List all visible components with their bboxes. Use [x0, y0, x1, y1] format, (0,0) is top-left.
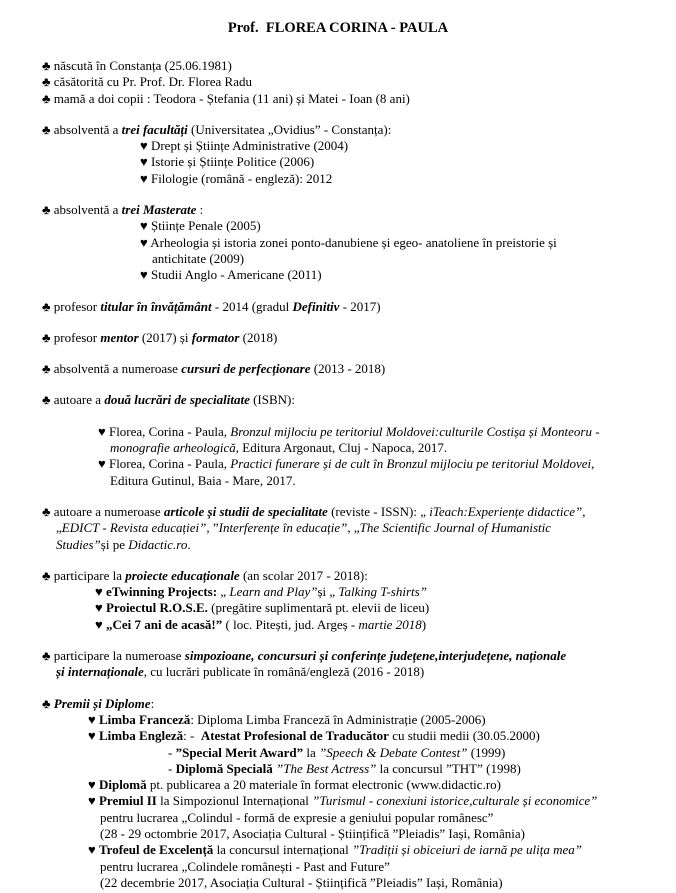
text-segment: Limba Engleză: [98, 728, 184, 744]
document-line: [0, 696, 676, 712]
text-segment: Bronzul mijlociu pe teritoriul Moldovei:culturile Costișa și Monteoru -: [230, 423, 600, 439]
page-title: Prof. FLOREA CORINA - PAULA: [227, 20, 449, 36]
document-line: [0, 875, 676, 891]
text-segment: (pregătire suplimentară pt. elevii de liceu): [207, 600, 430, 616]
text-segment: și „: [317, 584, 339, 600]
club-bullet-icon: ♣: [42, 392, 54, 408]
document-line: [0, 664, 676, 680]
text-segment: Diplomă: [98, 777, 147, 793]
text-segment: Filologie (română - engleză): 2012: [150, 170, 333, 186]
text-segment: Talking T-shirts”: [338, 584, 427, 600]
text-segment: ”Tradiții și obiceiuri de iarnă pe ulița mea”: [351, 842, 582, 858]
document-line: [0, 617, 676, 633]
text-segment: EDICT - Revista educației”: [61, 520, 207, 536]
text-segment: eTwinning Projects:: [105, 584, 218, 600]
club-bullet-icon: ♣: [42, 90, 54, 106]
club-bullet-icon: ♣: [42, 503, 54, 519]
text-segment: ”Special Merit Award”: [175, 744, 304, 760]
text-segment: - 2014 (gradul: [211, 298, 293, 314]
text-segment: „: [56, 520, 62, 536]
text-segment: pentru lucrarea „Colindul - formă de expresie a geniului popular românesc”: [100, 809, 494, 825]
text-segment: Premii și Diplome: [53, 695, 151, 711]
text-segment: Istorie și Științe Politice (2006): [150, 154, 315, 170]
document-line: [0, 745, 676, 761]
document-line: [0, 520, 676, 536]
text-segment: trei Masterate: [121, 202, 197, 218]
club-bullet-icon: ♣: [42, 329, 54, 345]
heart-bullet-icon: ♥: [95, 584, 106, 600]
text-segment: Florea, Corina - Paula,: [108, 423, 231, 439]
document-line: [0, 361, 676, 377]
text-segment: Studii Anglo - Americane (2011): [150, 267, 322, 283]
text-segment: -: [168, 744, 176, 760]
text-segment: (an scolar 2017 - 2018):: [239, 567, 368, 583]
document-line: [0, 473, 676, 489]
text-segment: Științe Penale (2005): [150, 218, 261, 234]
text-segment: la concursul internațional: [213, 842, 352, 858]
document-line: [0, 761, 676, 777]
text-segment: : -: [183, 728, 201, 744]
text-segment: ”The Best Actress”: [276, 760, 377, 776]
text-segment: , ”: [206, 520, 219, 536]
text-segment: :: [150, 695, 155, 711]
text-segment: : Diploma Limba Franceză în Administrație (2005-2006): [190, 711, 486, 727]
document-line: [0, 842, 676, 858]
text-segment: Editura Gutinul, Baia - Mare, 2017.: [110, 472, 296, 488]
text-segment: Definitiv: [292, 298, 340, 314]
document-line: [0, 299, 676, 315]
document-line: [0, 171, 676, 187]
text-segment: și pe: [100, 536, 129, 552]
heart-bullet-icon: ♥: [88, 728, 99, 744]
text-segment: -: [168, 760, 176, 776]
text-segment: mentor: [100, 329, 139, 345]
text-segment: (1999): [467, 744, 506, 760]
text-segment: (2013 - 2018): [310, 361, 386, 377]
text-segment: articole și studii de specialitate: [163, 503, 328, 519]
text-segment: pentru lucrarea „Colindele românești - Past and Future”: [100, 858, 390, 874]
text-segment: (reviste - ISSN): „: [327, 503, 430, 519]
document-line: [0, 648, 676, 664]
heart-bullet-icon: ♥: [88, 793, 99, 809]
heart-bullet-icon: ♥: [95, 600, 106, 616]
document-line: [0, 568, 676, 584]
document-line: [0, 392, 676, 408]
document-line: [0, 859, 676, 875]
text-segment: iTeach:Experiențe didactice”: [429, 503, 583, 519]
text-segment: titular în învățământ: [100, 298, 212, 314]
text-segment: profesor: [53, 329, 101, 345]
heart-bullet-icon: ♥: [88, 777, 99, 793]
club-bullet-icon: ♣: [42, 202, 54, 218]
document-line: [0, 584, 676, 600]
text-segment: căsătorită cu Pr. Prof. Dr. Florea Radu: [53, 74, 252, 90]
text-segment: cursuri de perfecționare: [181, 361, 311, 377]
document-line: [0, 712, 676, 728]
text-segment: (Universitatea „Ovidius” - Constanța):: [187, 121, 392, 137]
document-line: [0, 728, 676, 744]
text-segment: mamă a doi copii : Teodora - Ștefania (11 ani) și Matei - Ioan (8 ani): [53, 90, 410, 106]
text-segment: Premiul II: [98, 793, 157, 809]
document-line: [0, 251, 676, 267]
document-line: [0, 440, 676, 456]
text-segment: Atestat Profesional de Traducător: [200, 728, 389, 744]
text-segment: ,: [582, 503, 586, 519]
text-segment: cu studii medii (30.05.2000): [388, 728, 540, 744]
document-line: [0, 793, 676, 809]
text-segment: participare la numeroase: [53, 648, 185, 664]
club-bullet-icon: ♣: [42, 567, 54, 583]
document-line: [0, 154, 676, 170]
text-segment: ”Speech & Debate Contest”: [319, 744, 468, 760]
text-segment: la: [303, 744, 320, 760]
document-line: [0, 58, 676, 74]
text-segment: proiecte educaționale: [125, 567, 240, 583]
text-segment: „: [217, 584, 230, 600]
club-bullet-icon: ♣: [42, 695, 54, 711]
text-segment: simpozioane, concursuri și conferințe județene,interjudețene, naționale: [184, 648, 567, 664]
club-bullet-icon: ♣: [42, 58, 54, 73]
text-segment: „Cei 7 ani de acasă!”: [105, 616, 223, 632]
text-segment: absolventă a: [53, 202, 122, 218]
club-bullet-icon: ♣: [42, 74, 54, 90]
text-segment: Interferențe în educație”: [218, 520, 348, 536]
document-line: [0, 122, 676, 138]
text-segment: trei facultăți: [121, 121, 188, 137]
text-segment: Drept și Științe Administrative (2004): [150, 138, 349, 154]
text-segment: formator: [191, 329, 240, 345]
heart-bullet-icon: ♥: [95, 616, 106, 632]
text-segment: Proiectul R.O.S.E.: [105, 600, 208, 616]
text-segment: - 2017): [339, 298, 381, 314]
club-bullet-icon: ♣: [42, 298, 54, 314]
cv-document: [0, 58, 676, 891]
heart-bullet-icon: ♥: [140, 170, 151, 186]
text-segment: ”Turismul - conexiuni istorice,culturale și economice”: [312, 793, 598, 809]
text-segment: Florea, Corina - Paula,: [108, 456, 231, 472]
document-line: [0, 810, 676, 826]
text-segment: The Scientific Journal of Humanistic: [359, 520, 552, 536]
club-bullet-icon: ♣: [42, 361, 54, 377]
text-segment: , cu lucrări publicate în română/engleză (2016 - 2018): [143, 664, 425, 680]
heart-bullet-icon: ♥: [140, 267, 151, 283]
document-line: [0, 424, 676, 440]
document-line: [0, 330, 676, 346]
text-segment: absolventă a: [53, 121, 122, 137]
document-line: [0, 91, 676, 107]
document-line: [0, 600, 676, 616]
text-segment: Arheologia și istoria zonei ponto-danubiene și egeo- anatoliene în preistorie și: [150, 234, 557, 250]
text-segment: Studies”: [56, 536, 101, 552]
club-bullet-icon: ♣: [42, 121, 54, 137]
text-segment: , „: [347, 520, 360, 536]
text-segment: ,: [591, 456, 595, 472]
document-line: [0, 138, 676, 154]
text-segment: .: [187, 536, 191, 552]
document-line: [0, 74, 676, 90]
text-segment: Practici funerare și de cult în Bronzul mijlociu pe teritoriul Moldovei: [230, 456, 592, 472]
text-segment: Diplomă Specială: [175, 760, 273, 776]
heart-bullet-icon: ♥: [98, 456, 109, 472]
text-segment: pt. publicarea a 20 materiale în format electronic (www.didactic.ro): [146, 777, 501, 793]
text-segment: :: [196, 202, 204, 218]
text-segment: autoare a: [53, 392, 105, 408]
text-segment: Didactic.ro: [128, 536, 188, 552]
text-segment: două lucrări de specialitate: [104, 392, 250, 408]
text-segment: Trofeul de Excelență: [98, 842, 214, 858]
document-line: [0, 826, 676, 842]
document-line: [0, 235, 676, 251]
text-segment: (22 decembrie 2017, Asociația Cultural - Științifică ”Pleiadis” Iași, România): [100, 874, 503, 890]
document-line: [0, 504, 676, 520]
document-line: [0, 456, 676, 472]
text-segment: ): [421, 616, 427, 632]
document-line: [0, 267, 676, 283]
heart-bullet-icon: ♥: [140, 234, 151, 250]
heart-bullet-icon: ♥: [140, 138, 151, 154]
document-line: [0, 218, 676, 234]
text-segment: (28 - 29 octombrie 2017, Asociația Cultural - Științifică ”Pleiadis” Iași, România): [100, 825, 525, 841]
text-segment: născută în Constanța (25.06.1981): [53, 58, 232, 73]
document-line: [0, 537, 676, 553]
text-segment: profesor: [53, 298, 101, 314]
text-segment: monografie arheologică: [110, 440, 236, 456]
text-segment: autoare a numeroase: [53, 503, 164, 519]
text-segment: (2018): [239, 329, 278, 345]
heart-bullet-icon: ♥: [88, 711, 99, 727]
text-segment: și internaționale: [56, 664, 144, 680]
text-segment: (ISBN):: [249, 392, 295, 408]
text-segment: participare la: [53, 567, 126, 583]
text-segment: martie 2018: [358, 616, 422, 632]
document-line: [0, 777, 676, 793]
text-segment: , Editura Argonaut, Cluj - Napoca, 2017.: [235, 440, 448, 456]
heart-bullet-icon: ♥: [140, 154, 151, 170]
heart-bullet-icon: ♥: [140, 218, 151, 234]
text-segment: la Simpozionul Internațional: [156, 793, 313, 809]
text-segment: absolventă a numeroase: [53, 361, 182, 377]
text-segment: Learn and Play”: [229, 584, 318, 600]
heart-bullet-icon: ♥: [88, 842, 99, 858]
club-bullet-icon: ♣: [42, 648, 54, 664]
heart-bullet-icon: ♥: [98, 423, 109, 439]
text-segment: Limba Franceză: [98, 711, 191, 727]
text-segment: (2017) și: [138, 329, 192, 345]
text-segment: ( loc. Pitești, jud. Argeș -: [222, 616, 359, 632]
document-line: [0, 202, 676, 218]
text-segment: antichitate (2009): [152, 250, 245, 266]
text-segment: la concursul ”THT” (1998): [376, 760, 521, 776]
